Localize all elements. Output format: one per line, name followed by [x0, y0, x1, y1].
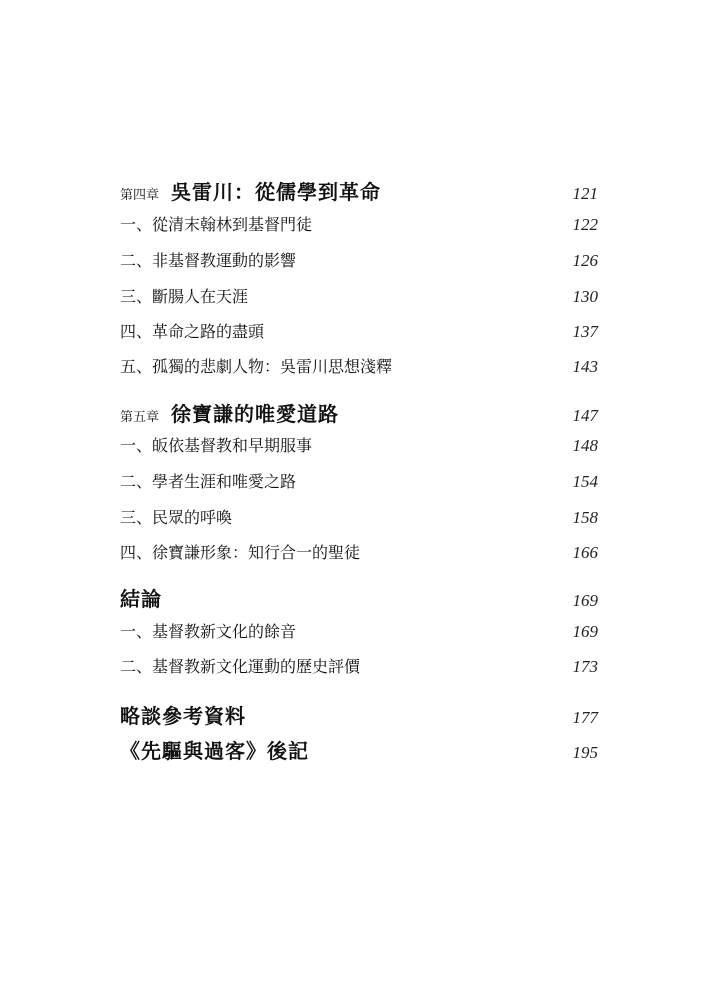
page-number: 177 [572, 708, 598, 727]
toc-section[interactable] [120, 354, 598, 377]
toc-section[interactable] [120, 540, 598, 563]
page-number: 169 [572, 622, 598, 641]
page-number: 122 [572, 215, 598, 234]
toc-afterword[interactable] [120, 735, 598, 764]
page-number: 143 [572, 357, 598, 376]
page-number: 158 [572, 508, 598, 527]
toc-section[interactable] [120, 505, 598, 528]
chapter-title: 吳雷川：從儒學到革命 [171, 180, 382, 204]
toc-section[interactable] [120, 619, 598, 642]
section-title: 四、徐寶謙形象：知行合一的聖徒 [120, 543, 361, 562]
section-title: 三、民眾的呼喚 [120, 508, 233, 527]
toc-section[interactable] [120, 469, 598, 492]
toc-section[interactable] [120, 319, 598, 342]
chapter-title: 《先驅與過客》後記 [120, 739, 309, 763]
chapter-title: 徐寶謙的唯愛道路 [171, 402, 340, 426]
chapter-title: 略談參考資料 [120, 704, 246, 728]
section-title: 二、基督教新文化運動的歷史評價 [120, 657, 361, 676]
page-number: 154 [572, 472, 598, 491]
section-title: 一、皈依基督教和早期服事 [120, 436, 313, 455]
toc-conclusion[interactable] [120, 583, 598, 612]
page-number: 130 [572, 287, 598, 306]
toc-section[interactable] [120, 248, 598, 271]
page-number: 126 [572, 251, 598, 270]
section-title: 四、革命之路的盡頭 [120, 322, 265, 341]
table-of-contents [120, 0, 598, 1000]
section-title: 三、斷腸人在天涯 [120, 287, 249, 306]
section-title: 二、非基督教運動的影響 [120, 251, 297, 270]
page-number: 137 [572, 322, 598, 341]
toc-chapter-4[interactable] [120, 176, 598, 205]
page-number: 173 [572, 657, 598, 676]
page-number: 147 [572, 406, 598, 425]
chapter-number: 第四章 [120, 188, 160, 203]
page-number: 169 [572, 591, 598, 610]
toc-section[interactable] [120, 433, 598, 456]
page-number: 121 [572, 184, 598, 203]
section-title: 五、孤獨的悲劇人物：吳雷川思想淺釋 [120, 357, 393, 376]
page-number: 195 [572, 743, 598, 762]
section-title: 一、從清末翰林到基督門徒 [120, 215, 313, 234]
toc-section[interactable] [120, 654, 598, 677]
section-title: 二、學者生涯和唯愛之路 [120, 472, 297, 491]
toc-section[interactable] [120, 284, 598, 307]
toc-references[interactable] [120, 700, 598, 729]
toc-section[interactable] [120, 212, 598, 235]
section-title: 一、基督教新文化的餘音 [120, 622, 297, 641]
chapter-number: 第五章 [120, 410, 160, 425]
toc-chapter-5[interactable] [120, 398, 598, 427]
page-number: 148 [572, 436, 598, 455]
page-number: 166 [572, 543, 598, 562]
chapter-title: 結論 [120, 587, 162, 611]
